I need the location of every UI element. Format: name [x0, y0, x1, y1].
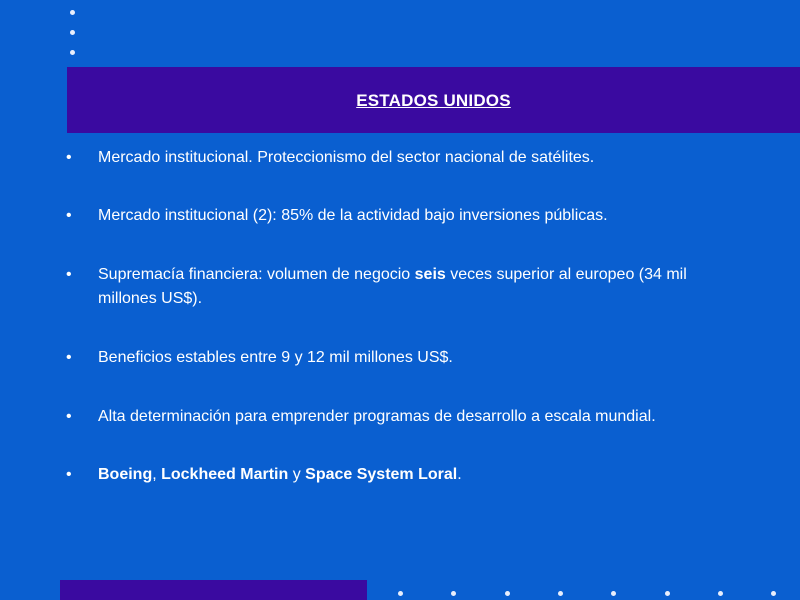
bullet-item — [66, 204, 716, 228]
company-space-system-loral: Space System Loral — [305, 466, 458, 483]
company-lockheed-martin: Lockheed Martin — [161, 466, 289, 483]
bullet-icon: • — [66, 207, 72, 224]
decorative-dot — [70, 10, 75, 15]
bullet-item — [66, 146, 716, 170]
bullet-item — [66, 263, 716, 311]
bullet-text: Mercado institucional (2): 85% de la actividad bajo inversiones públicas. — [98, 207, 608, 224]
bullet-text: Mercado institucional. Proteccionismo del sector nacional de satélites. — [98, 149, 595, 166]
title-band — [67, 67, 800, 133]
bullet-icon: • — [66, 149, 72, 166]
bullet-separator: , — [152, 466, 162, 483]
bullet-item — [66, 405, 716, 429]
decorative-dot — [611, 591, 616, 596]
bullet-text-bold: seis — [414, 266, 446, 283]
decorative-dot — [665, 591, 670, 596]
decorative-dot — [70, 30, 75, 35]
footer-band — [60, 580, 367, 600]
bullet-item — [66, 463, 716, 487]
bullet-separator: y — [288, 466, 306, 483]
bullet-icon: • — [66, 266, 72, 283]
decorative-dot — [70, 50, 75, 55]
company-boeing: Boeing — [98, 466, 153, 483]
bullet-text — [98, 463, 716, 487]
bullet-item — [66, 346, 716, 370]
decorative-dot — [505, 591, 510, 596]
bullet-icon: • — [66, 408, 72, 425]
bullet-text-part: Supremacía financiera: volumen de negocio — [98, 266, 415, 283]
slide-title: ESTADOS UNIDOS — [356, 91, 511, 110]
bullet-icon: • — [66, 466, 72, 483]
bullet-text: Beneficios estables entre 9 y 12 mil millones US$. — [98, 349, 453, 366]
decorative-dot — [718, 591, 723, 596]
bullet-end-punctuation: . — [457, 466, 462, 483]
bullet-text — [98, 263, 716, 311]
bullet-text: Alta determinación para emprender programas de desarrollo a escala mundial. — [98, 408, 656, 425]
decorative-dot — [398, 591, 403, 596]
bullet-icon: • — [66, 349, 72, 366]
bullet-text-part: veces superior al europeo (34 mil millones US$). — [98, 266, 687, 307]
decorative-dot — [558, 591, 563, 596]
decorative-dot — [771, 591, 776, 596]
decorative-dot — [451, 591, 456, 596]
